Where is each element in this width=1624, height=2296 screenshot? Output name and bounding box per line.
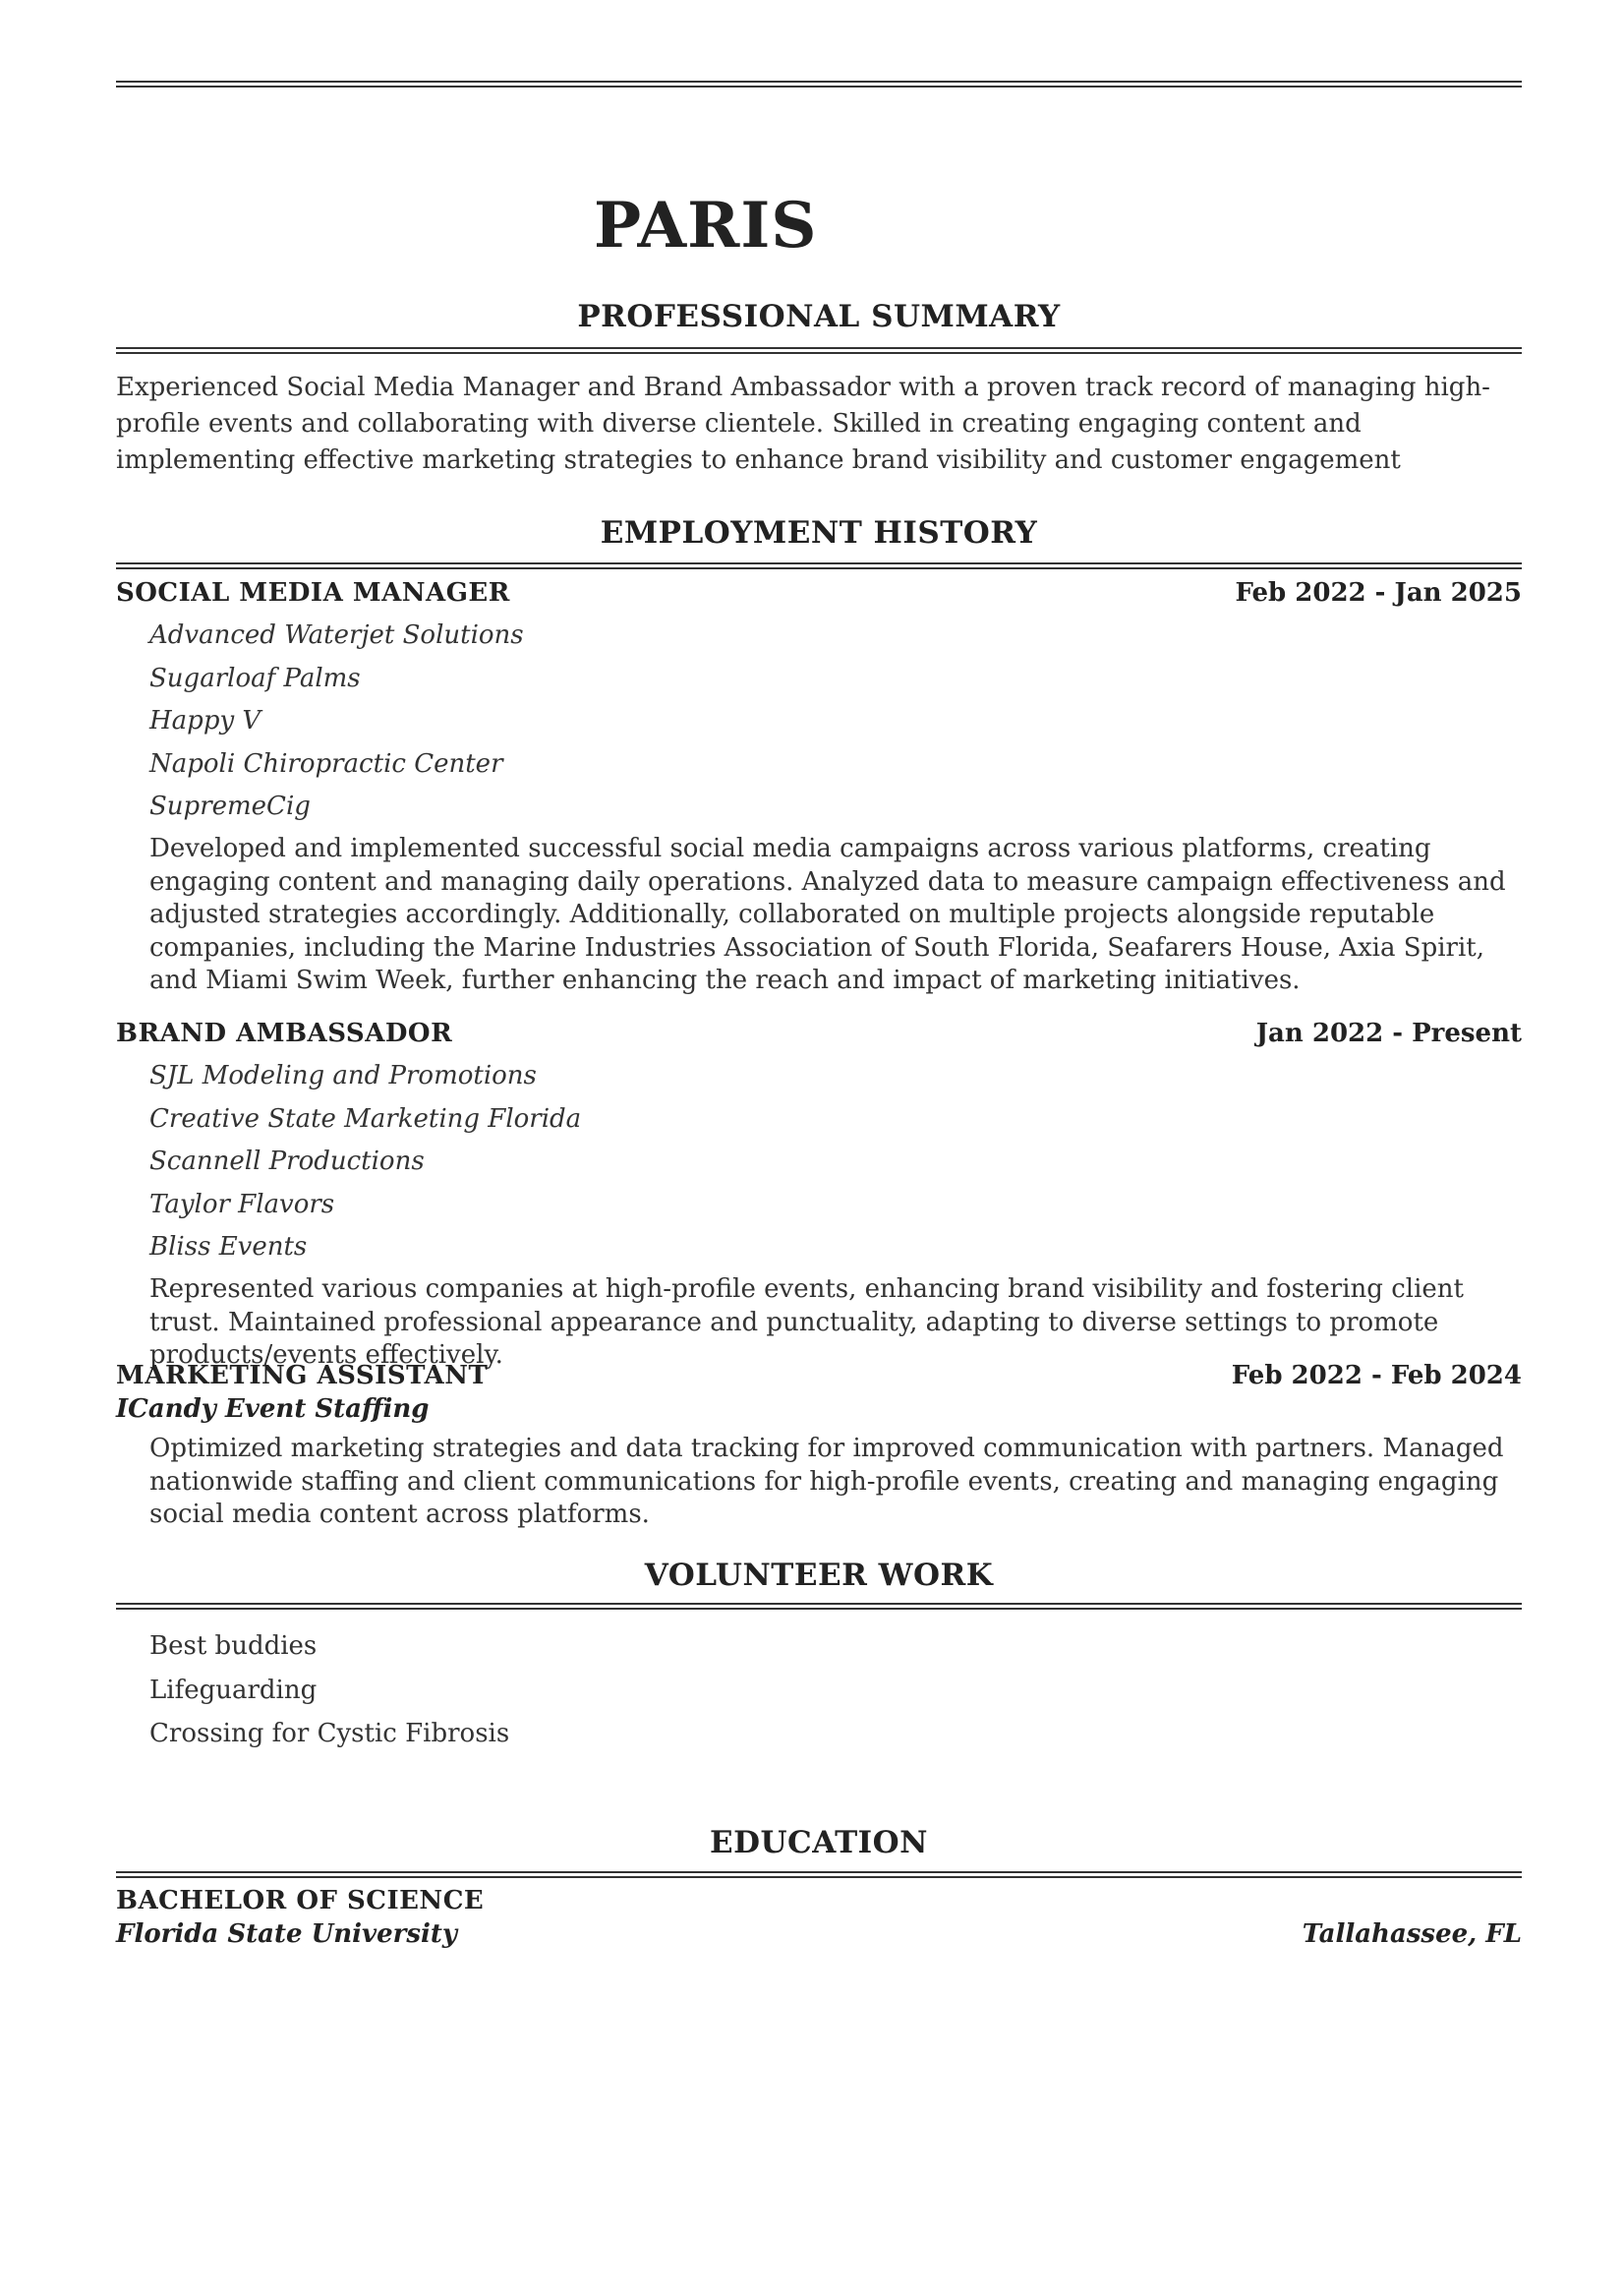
- client-item: Taylor Flavors: [149, 1189, 335, 1219]
- job-description: Represented various companies at high-profile events, enhancing brand visibility and fostering client trust. Maintained professional appearance and punctuality, adapting to diverse settings to promote products/events effectively.: [149, 1274, 1464, 1370]
- volunteer-list: [149, 1624, 509, 1756]
- client-item: Bliss Events: [149, 1232, 308, 1262]
- summary-divider: [116, 347, 1522, 354]
- volunteer-item: Lifeguarding: [149, 1675, 318, 1705]
- education-divider: [116, 1871, 1522, 1878]
- job-description: Developed and implemented successful social media campaigns across various platforms, creating engaging content and managing daily operations. Analyzed data to measure campaign effectiveness and adjusted strategies accordingly. Additionally, collaborated on multiple projects alongside reputable companies, including the Marine Industries Association of South Florida, Seafarers House, Axia Spirit, and Miami Swim Week, further enhancing the reach and impact of marketing initiatives.: [149, 834, 1506, 995]
- resume-page: [116, 0, 1522, 2296]
- volunteer-item: Best buddies: [149, 1631, 318, 1661]
- client-item: SupremeCig: [149, 792, 311, 821]
- volunteer-item: Crossing for Cystic Fibrosis: [149, 1719, 510, 1748]
- client-item: Creative State Marketing Florida: [149, 1103, 582, 1134]
- client-list: [149, 1055, 581, 1269]
- client-item: Scannell Productions: [149, 1147, 425, 1176]
- client-item: Happy V: [149, 706, 261, 736]
- degree-title: BACHELOR OF SCIENCE: [116, 1886, 485, 1915]
- job-dates: Feb 2022 - Feb 2024: [1231, 1361, 1522, 1390]
- school-location: Tallahassee, FL: [1302, 1919, 1522, 1949]
- top-divider: [116, 81, 1522, 88]
- employment-heading: EMPLOYMENT HISTORY: [600, 515, 1038, 551]
- job-title: BRAND AMBASSADOR: [116, 1019, 453, 1048]
- client-item: Napoli Chiropractic Center: [149, 748, 503, 779]
- job-title: SOCIAL MEDIA MANAGER: [116, 578, 510, 608]
- job-description: Optimized marketing strategies and data tracking for improved communication with partners. Managed nationwide staffing and client communications for high-profile events, creating and managing engaging social media content across platforms.: [149, 1434, 1504, 1529]
- client-item: SJL Modeling and Promotions: [149, 1061, 537, 1090]
- school-name: Florida State University: [116, 1919, 458, 1949]
- volunteer-divider: [116, 1603, 1522, 1610]
- job-dates: Jan 2022 - Present: [1255, 1019, 1522, 1048]
- employer-name: ICandy Event Staffing: [116, 1394, 430, 1424]
- summary-heading: PROFESSIONAL SUMMARY: [577, 299, 1061, 334]
- client-list: [149, 615, 524, 829]
- job-title: MARKETING ASSISTANT: [116, 1361, 489, 1390]
- candidate-name: PARIS: [594, 189, 818, 263]
- job-dates: Feb 2022 - Jan 2025: [1235, 578, 1522, 608]
- employment-divider: [116, 562, 1522, 569]
- client-item: Advanced Waterjet Solutions: [149, 620, 524, 650]
- summary-text: Experienced Social Media Manager and Brand Ambassador with a proven track record of managing high-profile events and collaborating with diverse clientele. Skilled in creating engaging content and implementing effective marketing strategies to enhance brand visibility and customer engagement: [116, 373, 1490, 475]
- education-heading: EDUCATION: [710, 1825, 928, 1860]
- volunteer-heading: VOLUNTEER WORK: [644, 1558, 994, 1593]
- client-item: Sugarloaf Palms: [149, 663, 361, 693]
